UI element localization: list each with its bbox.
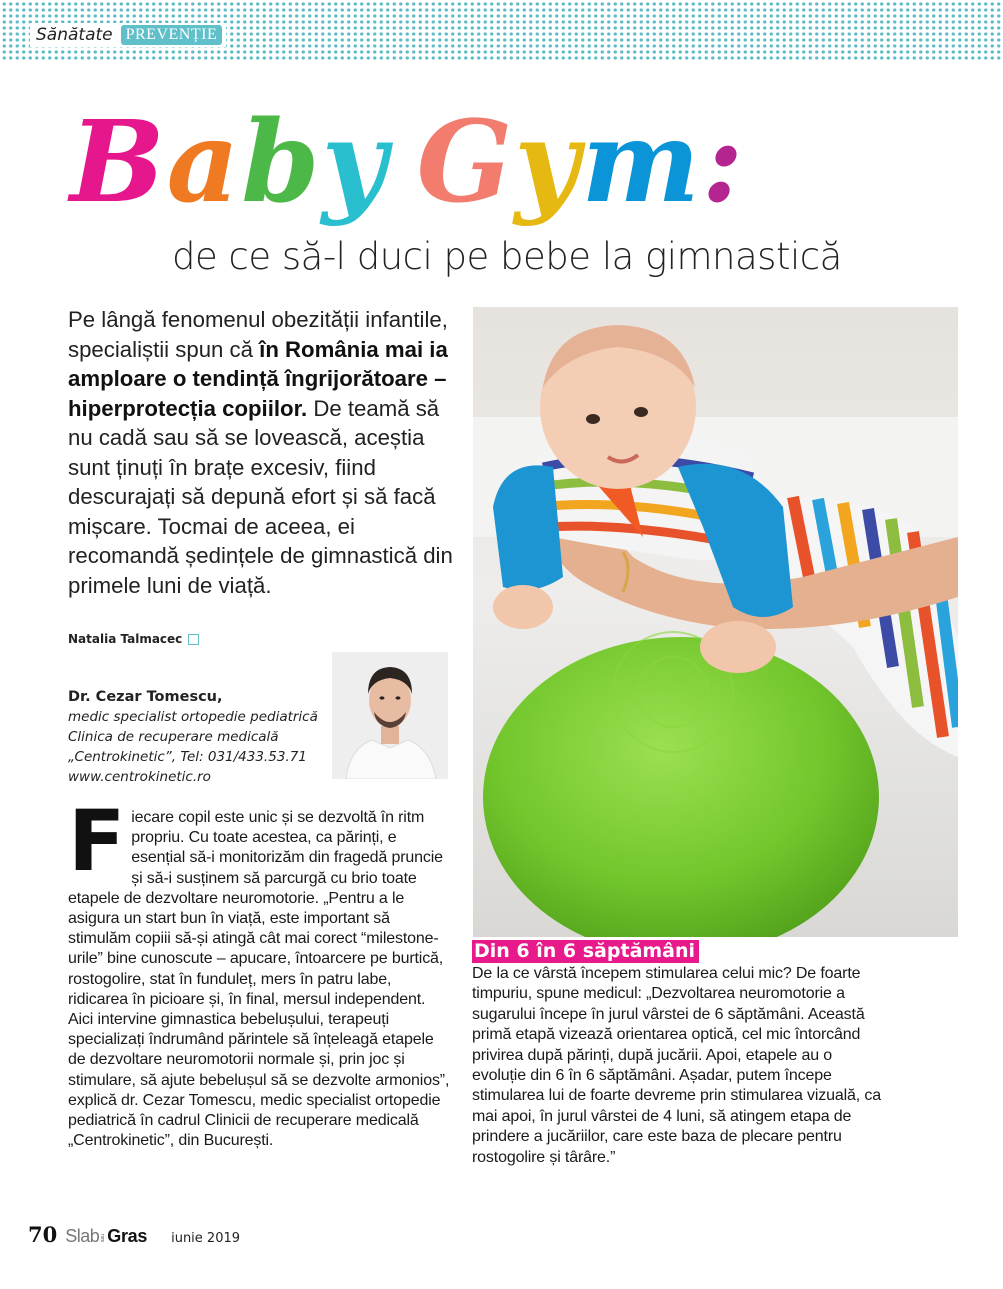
- drop-cap: F: [68, 792, 126, 890]
- byline: [68, 632, 199, 646]
- title-letter: :: [701, 97, 746, 228]
- expert-website: www.centrokinetic.ro: [68, 769, 211, 785]
- issue-date: iunie 2019: [171, 1231, 241, 1246]
- body-left-text: iecare copil este unic și se dezvoltă în ritm propriu. Cu toate acestea, ca părinți, e esențial să-i monitorizăm din fragedă pruncie și să-i susținem să parcurgă cu brio toate etapele de dezvoltare neuromotorie. „Pentru a le asigura un start bun în viață, este important să stimulăm copiii să-și atingă cât mai corect “milestone-urile” bine cunoscute – apucare, întoarcere pe burtică, rostogolire, stat în funduleț, mers în patru labe, ridicarea în picioare și, în final, mersul independent. Aici intervine gimnastica bebelușului, terapeuți specializați îndrumând părintele să înțeleagă etapele de dezvoltare neuromotorii normale și, prin joc și stimulare, să ajute bebelușul să se dezvolte armonios”, explică dr. Cezar Tomescu, medic specialist ortopedie pediatrică în cadrul Clinicii de recuperare medicală „Centrokinetic”, din București.: [68, 809, 450, 1150]
- article-subtitle: de ce să-l duci pe bebe la gimnastică: [172, 235, 842, 278]
- baby-gym-ball-photo: [473, 307, 958, 937]
- author-name: Natalia Talmacec: [68, 632, 183, 646]
- title-letter: y: [514, 97, 582, 228]
- expert-box: [68, 687, 338, 787]
- category-tag: PREVENȚIE: [121, 25, 223, 45]
- end-mark-square-icon: [188, 634, 199, 645]
- body-text-right-column: De la ce vârstă începem stimularea celui mic? De foarte timpuriu, spune medicul: „Dezvoltarea neuromotorie a sugarului începe în jurul vârstei de 6 săptămâni. Această primă etapă vizează orientarea optică, cel mic întorcând privirea după părinți, după jucării. Apoi, etapele au o evoluție din 6 în 6 săptămâni. Așadar, putem începe stimularea lui de foarte devreme prin stimularea vizuală, ca mai apoi, în jurul vârstei de 4 luni, să atingem etapa de prindere a jucăriilor, care este baza de plecare pentru rostogolire și târâre.”: [472, 965, 881, 1166]
- lead-paragraph: [68, 305, 458, 600]
- magazine-name-sau: sau: [100, 1233, 107, 1242]
- title-letter: y: [321, 97, 389, 228]
- portrait-illustration-icon: [332, 652, 448, 779]
- page-number: 70: [28, 1222, 58, 1247]
- title-letter: m: [581, 97, 702, 228]
- title-letter: G: [416, 97, 515, 228]
- expert-name: Dr. Cezar Tomescu,: [68, 689, 223, 705]
- section-subheading: Din 6 în 6 săptămâni: [472, 940, 699, 963]
- title-letter: b: [241, 97, 322, 228]
- page-footer: [28, 1222, 240, 1247]
- baby-on-gym-ball-illustration-icon: [473, 307, 958, 937]
- expert-portrait-photo: [332, 652, 448, 779]
- magazine-name-part1: Slab: [65, 1226, 100, 1246]
- expert-contact: „Centrokinetic”, Tel: 031/433.53.71: [68, 749, 307, 765]
- magazine-name-part2: Gras: [107, 1226, 148, 1246]
- lead-text-2: De teamă să nu cadă sau să se lovească, aceștia sunt ținuți în brațe excesiv, fiind descurajați să depună efort și să facă mișcare. Tocmai de aceea, ei recomandă ședințele de gimnastică din primele luni de viață.: [68, 395, 453, 598]
- article-title: [70, 88, 745, 238]
- lead-bold-text: în România mai ia amploare o tendință îngrijorătoare – hiperprotecția copiilor.: [68, 336, 448, 421]
- expert-clinic: Clinica de recuperare medicală: [68, 729, 279, 745]
- magazine-logo: [65, 1226, 147, 1247]
- lead-text-1: Pe lângă fenomenul obezității infantile, specialiștii spun că: [68, 307, 448, 362]
- section-name: Sănătate: [36, 25, 113, 45]
- title-letter: a: [166, 97, 242, 228]
- body-text-left-column: [68, 792, 450, 1151]
- expert-title: medic specialist ortopedie pediatrică: [68, 709, 318, 725]
- section-label: [30, 23, 226, 47]
- title-letter: [389, 88, 417, 238]
- title-letter: B: [70, 97, 167, 228]
